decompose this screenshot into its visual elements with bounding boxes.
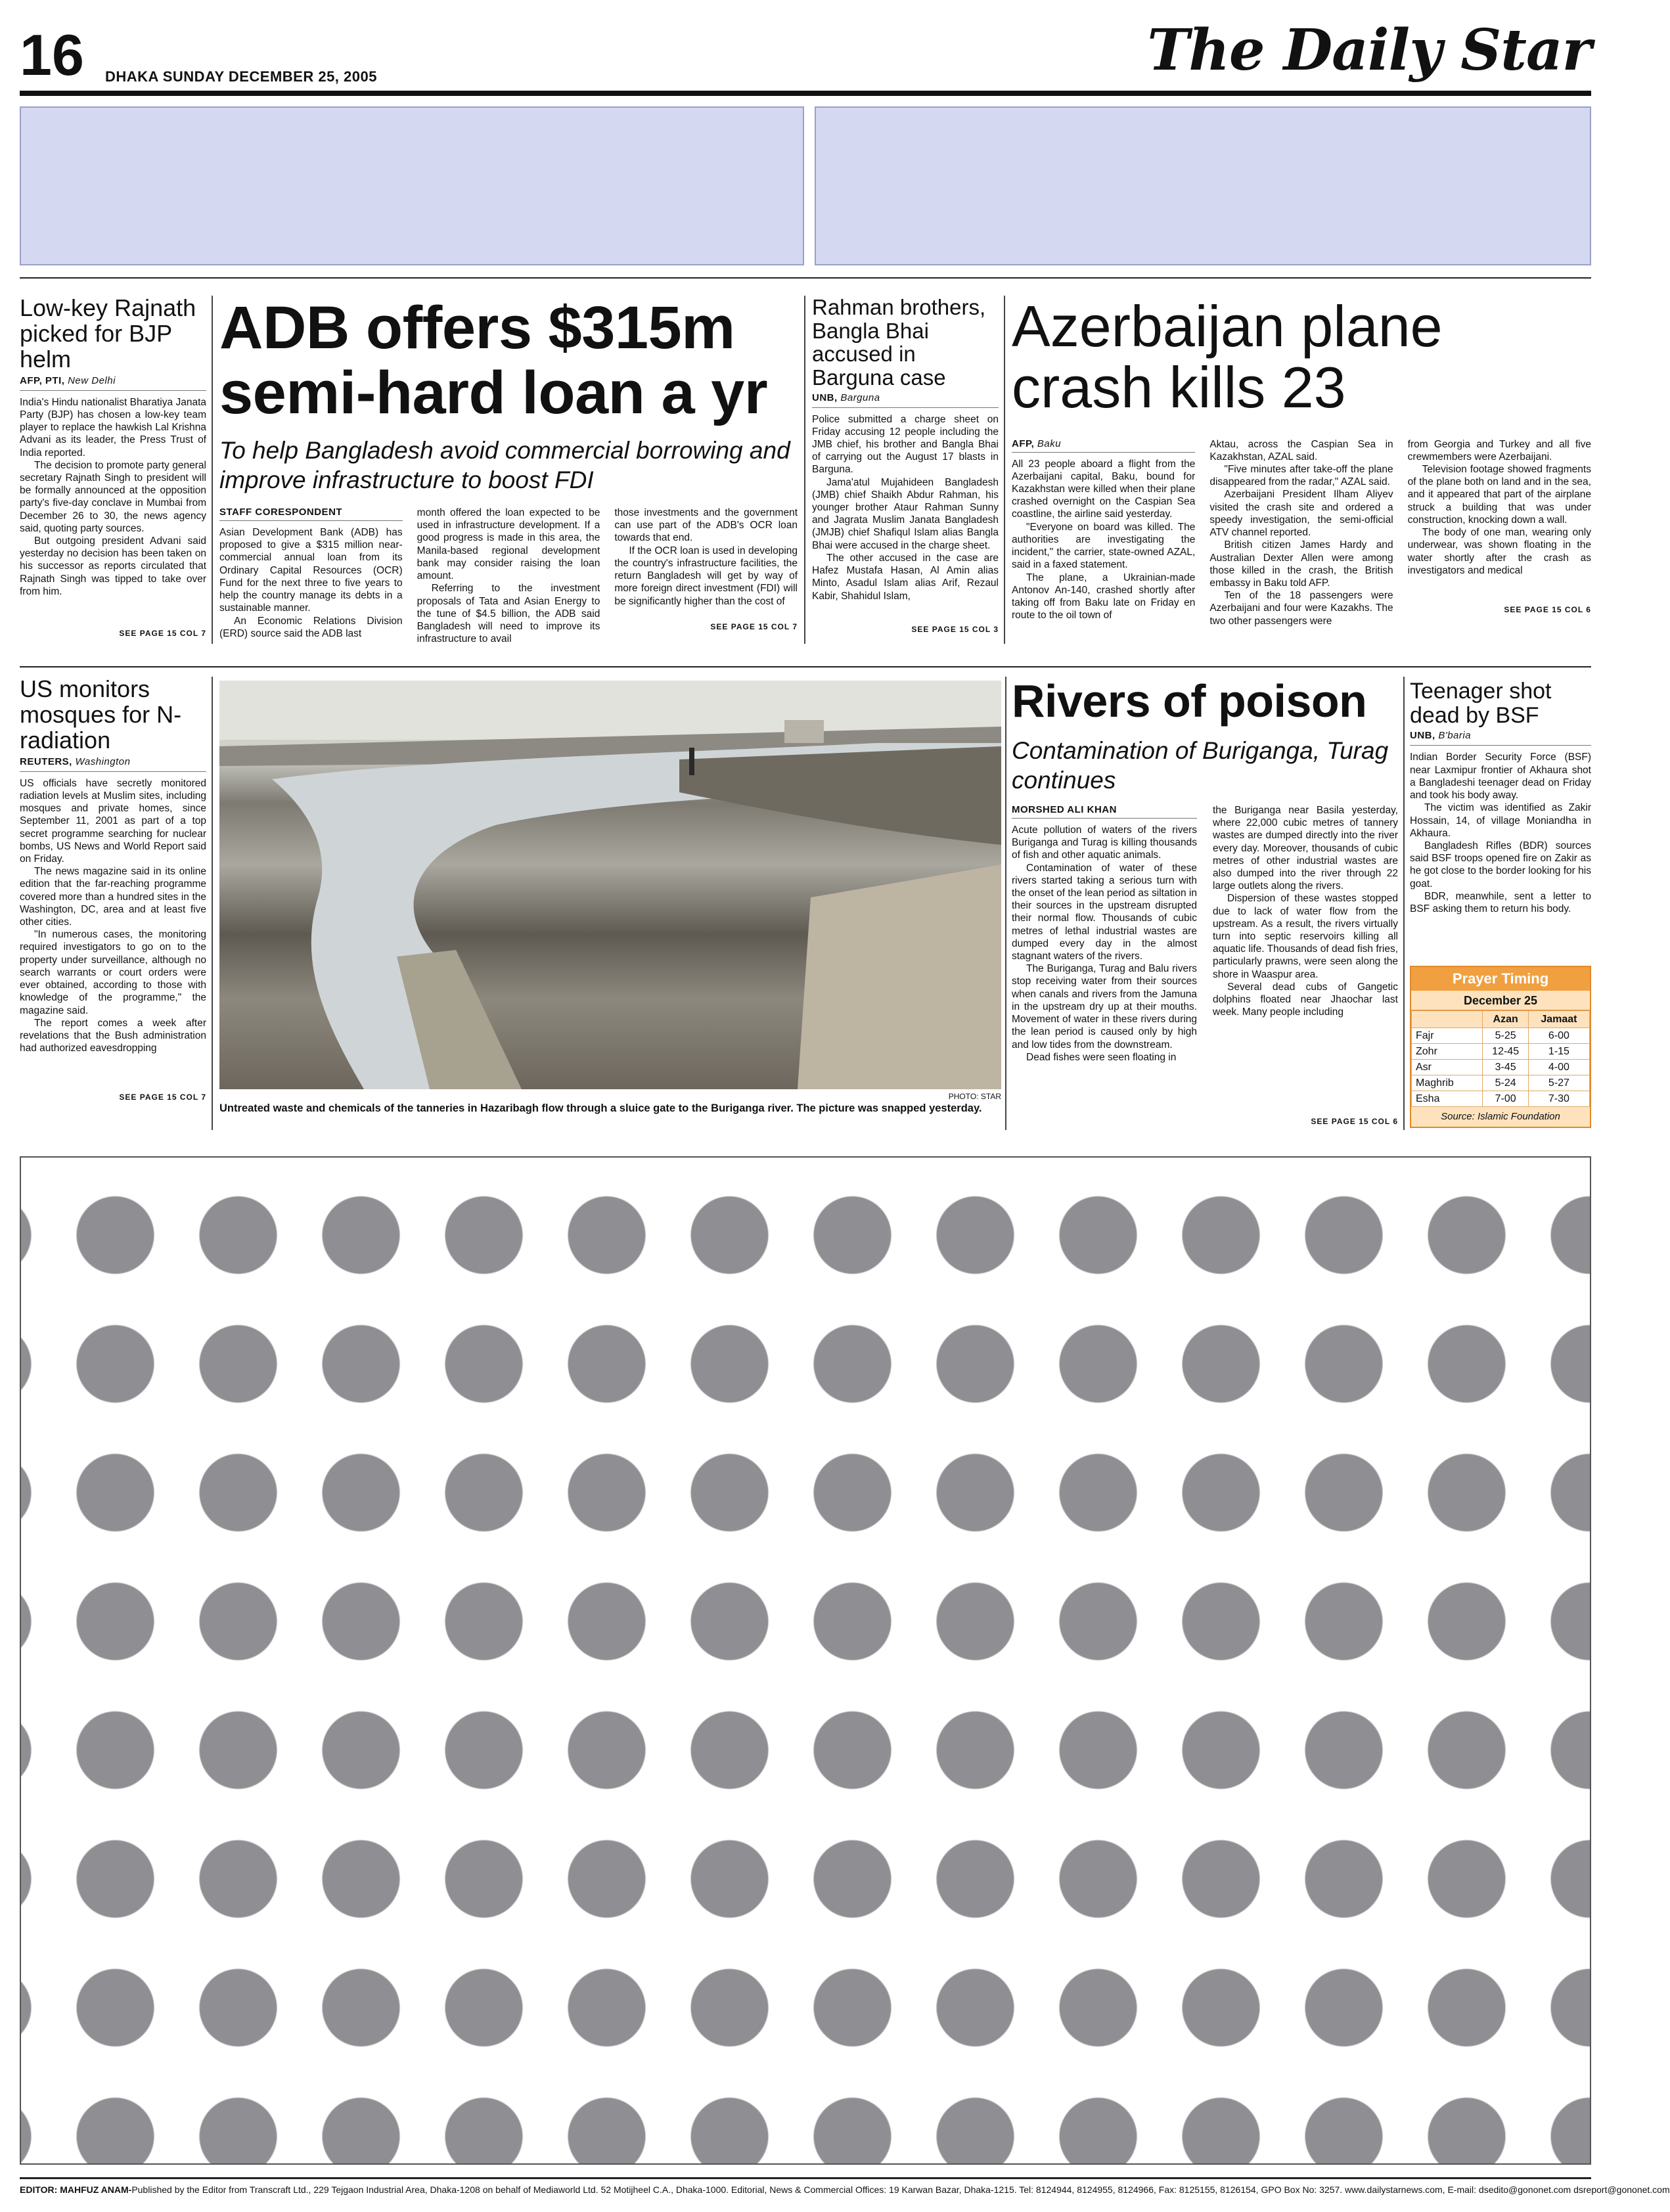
story-mosques: [20, 677, 206, 1102]
story-teenager: [1410, 679, 1591, 922]
story-azerbaijan: [1012, 296, 1591, 635]
col-jamaat: Jamaat: [1528, 1011, 1589, 1028]
see-page-link[interactable]: SEE PAGE 15 COL 6: [1311, 1116, 1398, 1126]
prayer-title: Prayer Timing: [1411, 967, 1590, 991]
page-number: 16: [20, 22, 84, 87]
headline: Teenager shot dead by BSF: [1410, 679, 1552, 728]
footer-rule: [20, 2177, 1591, 2179]
ad-top-left[interactable]: [20, 106, 804, 265]
kicker: To help Bangladesh avoid commercial borrowing and improve infrastructure to boost FDI: [219, 436, 790, 493]
prayer-table: [1411, 1010, 1590, 1107]
story-body-col1: Acute pollution of waters of the rivers Buriganga and Turag is killing thousands of fish and other aquatic animals. Contamination of water of these rivers started taking a serious turn with the onset of the lean period as siltation in their sources in the upstream disrupted their normal flow. Thousands of cubic metres of lethal industrial wastes are dumped every day in the almost stagnant waters of the rivers. The Buriganga, Turag and Balu rivers stop receiving water from their sources when canals and rivers from the Jamuna in the upstream dry up at their mouths. Movement of water in these rivers during the lean period is caused only by high and low tides from the downstream. Dead fishes were seen floating in: [1012, 824, 1197, 1063]
headline: Low-key Rajnath picked for BJP helm: [20, 294, 196, 372]
story-body-col3: those investments and the government can use part of the ADB's OCR loan towards that end. If the OCR loan is used in developing the country's infrastructure facilities, the return Bangladesh will get by way of more foreign direct investment (FDI) will be significantly higher than the cost of: [614, 507, 798, 607]
ad-bottom-dots[interactable]: [20, 1156, 1591, 2165]
table-row: Zohr 12-45 1-15: [1412, 1044, 1590, 1060]
story-rahman: [812, 296, 999, 634]
story-body: US officials have secretly monitored radiation levels at Muslim sites, including mosques and private homes, since September 11, 2001 as part of a top secret programme searching for nuclear bombs, US News and World Report said on Friday. The news magazine said in its online edition that the far-reaching programme covered more than a hundred sites in the Washington, DC, area and at least five other cities. "In numerous cases, the monitoring required investigators to go on to the property under surveillance, although no search warrants or court orders were ever obtained, according to those with knowledge of the programme," the magazine said. The report comes a week after revelations that the Bush administration had authorized eavesdropping: [20, 777, 206, 1054]
table-row: Asr 3-45 4-00: [1412, 1060, 1590, 1075]
masthead-logo[interactable]: The Daily Star: [1147, 17, 1591, 83]
story-adb: [219, 294, 798, 645]
headline: Azerbaijan plane crash kills 23: [1012, 294, 1443, 420]
story-body-col1: Asian Development Bank (ADB) has proposed to give a $315 million near-commercial annual loan from its Ordinary Capital Resources (OCR) Fund for the next three to five years to help the country manage its debts in a sustainable manner. An Economic Relations Division (ERD) source said the ADB last: [219, 526, 403, 639]
see-page-link[interactable]: SEE PAGE 15 COL 3: [911, 624, 999, 634]
prayer-date: December 25: [1411, 991, 1590, 1010]
imprint-footer: EDITOR: MAHFUZ ANAM-Published by the Editor from Transcraft Ltd., 229 Tejgaon Industrial Area, Dhaka-1208 on behalf of Mediaworld Ltd. 52 Motijheel C.A., Dhaka-1000. Editorial, News & Commercial Offices: 19 Karwan Bazar, Dhaka-1215. Tel: 8124944, 8124955, 8124966, Fax: 8125155, 8126154, GPO Box No: 3257. www.dailystarnews.com, E-mail: dsedito@gononet.com dsreport@gononet.com: [20, 2184, 1670, 2195]
river-photo: [219, 681, 1001, 1089]
byline: AFP, PTI, New Delhi: [20, 374, 116, 386]
see-page-link[interactable]: SEE PAGE 15 COL 7: [710, 621, 798, 631]
byline: STAFF CORESPONDENT: [219, 506, 343, 518]
story-body: Police submitted a charge sheet on Friday accusing 12 people including the JMB chief, his brother and Bangla Bhai of carrying out the August 17 blasts in Barguna. Jama'atul Mujahideen Bangladesh (JMB) chief Shaikh Abdur Rahman, his younger brother Ataur Rahman Sunny and Jagrata Muslim Janata Bangladesh (JMJB) chief Shafiqul Islam alias Bangla Bhai were accused in the charge sheet. The other accused in the case are Hafez Mustafa Hasan, Al Amin alias Minto, Asadul Islam alias Arif, Rezaul Kabir, Shahidul Islam,: [812, 413, 999, 602]
headline: Rahman brothers, Bangla Bhai accused in Barguna case: [812, 295, 986, 390]
headline: ADB offers $315m semi-hard loan a yr: [219, 294, 768, 427]
prayer-timing-box: [1410, 966, 1591, 1128]
story-body-col3: from Georgia and Turkey and all five crewmembers were Azerbaijani. Television footage showed fragments of the plane both on land and in the sea, and it appeared that part of the airplane struck a building that was under construction, knocking down a wall. The body of one man, wearing only underwear, was shown floating in the water shortly after the crash as investigators and medical: [1407, 438, 1591, 576]
col-azan: Azan: [1483, 1011, 1529, 1028]
dateline: DHAKA SUNDAY DECEMBER 25, 2005: [105, 68, 377, 85]
table-row: Fajr 5-25 6-00: [1412, 1028, 1590, 1044]
byline: MORSHED ALI KHAN: [1012, 803, 1117, 815]
see-page-link[interactable]: SEE PAGE 15 COL 7: [119, 628, 206, 638]
header-rule: [20, 91, 1591, 96]
table-row: Esha 7-00 7-30: [1412, 1091, 1590, 1107]
kicker: Contamination of Buriganga, Turag continues: [1012, 736, 1389, 794]
headline: US monitors mosques for N-radiation: [20, 675, 182, 754]
section-rule-2: [20, 666, 1591, 667]
byline: UNB, Barguna: [812, 392, 880, 403]
story-body-col2: the Buriganga near Basila yesterday, where 22,000 cubic metres of tannery wastes are dumped directly into the river every day. Moreover, thousands of cubic metres of other industrial wastes are also dumped into the river through 22 large outlets along the rivers. Dispersion of these wastes stopped due to lack of water flow from the upstream. As a result, the rivers virtually turn into septic reservoirs killing all aquatic life. Thousands of dead fish fries, particularly prawns, were seen along the shore in Waaspur area. Several dead cubs of Gangetic dolphins floated near Jhaochar last week. Many people including: [1213, 804, 1398, 1018]
story-rajnath: [20, 296, 206, 638]
photo-credit: PHOTO: STAR: [948, 1092, 1001, 1101]
see-page-link[interactable]: SEE PAGE 15 COL 6: [1504, 604, 1591, 614]
see-page-link[interactable]: SEE PAGE 15 COL 7: [119, 1092, 206, 1102]
prayer-source: Source: Islamic Foundation: [1411, 1107, 1590, 1127]
story-body-col2: Aktau, across the Caspian Sea in Kazakhstan, AZAL said. "Five minutes after take-off the plane disappeared from the radar," AZAL said. Azerbaijani President Ilham Aliyev visited the crash site and ordered a speedy investigation, the semi-official ATV channel reported. British citizen James Hardy and Australian Dexter Allen were among those killed in the crash, the British embassy in Baku told AFP. Ten of the 18 passengers were Azerbaijani and four were Kazakhs. The two other passengers were: [1209, 438, 1393, 627]
ad-top-right[interactable]: [815, 106, 1591, 265]
section-rule-1: [20, 277, 1591, 279]
byline: UNB, B'baria: [1410, 730, 1472, 742]
story-rivers: [1012, 677, 1398, 1129]
byline: AFP, Baku: [1012, 438, 1062, 449]
river-photo-illustration: [219, 681, 1001, 1089]
photo-caption: Untreated waste and chemicals of the tanneries in Hazaribagh flow through a sluice gate to the Buriganga river. The picture was snapped yesterday.: [219, 1102, 982, 1114]
story-body: India's Hindu nationalist Bharatiya Janata Party (BJP) has chosen a low-key team player to replace the hawkish Lal Krishna Advani as its leader, the Press Trust of India reported. The decision to promote party general secretary Rajnath Singh to president will be formally announced at the opposition party's five-day conclave in Mumbai from December 26 to 30, the news agency said, quoting party sources. But outgoing president Advani said yesterday no decision has been taken on his successor as reports circulated that Rajnath Singh was tipped to take over from him.: [20, 396, 206, 597]
byline: REUTERS, Washington: [20, 756, 131, 767]
story-body-col1: All 23 people aboard a flight from the Azerbaijani capital, Baku, bound for Kazakhstan were killed when their plane crashed overnight on the Caspian Sea coastline, the airline said yesterday. "Everyone on board was killed. The authorities are investigating the incident," the carrier, state-owned AZAL, said in a faxed statement. The plane, a Ukrainian-made Antonov An-140, crashed shortly after taking off from Baku late on Friday en route to the oil town of: [1012, 458, 1196, 621]
photo-block: [219, 681, 1001, 1115]
story-body: Indian Border Security Force (BSF) near Laxmipur frontier of Akhaura shot a Bangladeshi teenager dead on Friday and took his body away. The victim was identified as Zakir Hossain, 14, of village Moniandha in Akhaura. Bangladesh Rifles (BDR) sources said BSF troops opened fire on Zakir as he got close to the border looking for his goat. BDR, meanwhile, sent a letter to BSF asking them to return his body.: [1410, 752, 1591, 915]
headline: Rivers of poison: [1012, 675, 1367, 727]
story-body-col2: month offered the loan expected to be used in infrastructure development. If a good progress is made in this area, the Manila-based regional development bank may consider raising the loan amount. Referring to the investment proposals of Tata and Asian Energy to the tune of $4.5 billion, the ADB said Bangladesh will need to improve its infrastructure to avail: [417, 507, 600, 645]
table-row: Maghrib 5-24 5-27: [1412, 1075, 1590, 1091]
